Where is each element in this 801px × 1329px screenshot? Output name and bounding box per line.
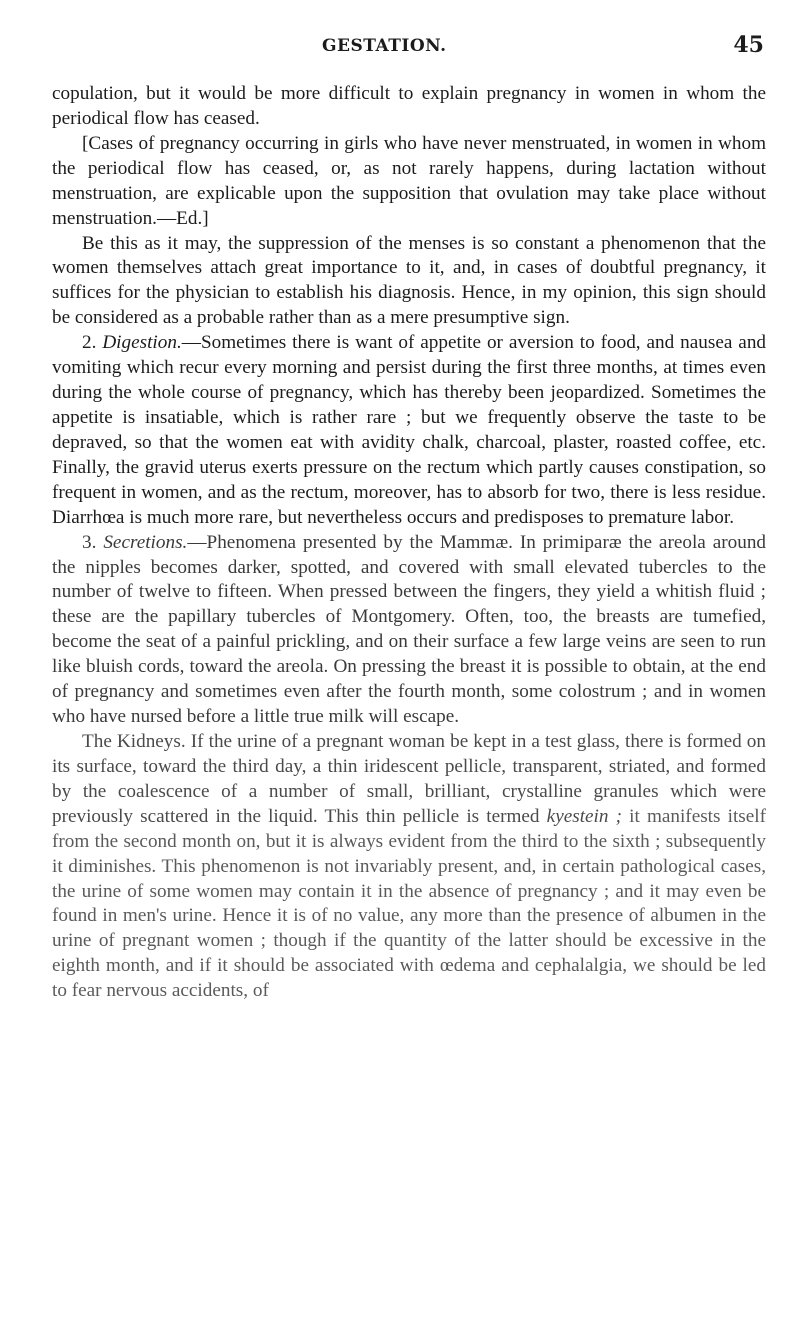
- paragraph-kidneys-text-a: The Kidneys. If the urine of a pregnant woman be kept in a test glass, there is formed on its surface, toward the third day, a thin iridescent pellicle, transparent, striated, and formed by the coalescence of a number of small, brilliant, crystalline granules which were previously scattered in the liquid. This thin pellicle is termed: [52, 730, 766, 827]
- paragraph-continuation: copulation, but it would be more difficult to explain pregnancy in women in whom the periodical flow has ceased.: [52, 83, 766, 129]
- book-page: [52, 32, 767, 1002]
- paragraph-secretions-text: —Phenomena presented by the Mammæ. In primiparæ the areola around the nipples becomes darker, spotted, and covered with small elevated tubercles to the number of twelve to fifteen. When pressed between the fingers, they yield a whitish fluid ; these are the papillary tubercles of Montgomery. Often, too, the breasts are tumefied, become the seat of a painful prickling, and on their surface a few large veins are seen to run like bluish cords, toward the areola. On pressing the breast it is possible to obtain, at the end of pregnancy and sometimes even after the fourth month, some colostrum ; and in women who have nursed before a little true milk will escape.: [52, 531, 767, 728]
- page-number: 45: [733, 32, 764, 58]
- paragraph-editor-note: [Cases of pregnancy occurring in girls who have never menstruated, in women in whom the periodical flow has ceased, or, as not rarely happens, during lactation without menstruation, are explicable upon the supposition that ovulation may take place without menstruation.—Ed.]: [52, 132, 766, 229]
- section-heading-secretions: Secretions.: [103, 531, 188, 553]
- paragraph-kidneys-text-b: it manifests itself from the second month on, but it is always evident from the third to the sixth ; subsequently it diminishes. This phenomenon is not invariably present, and, in certain pathological cases, the urine of some women may contain it in the absence of pregnancy ; and it may even be found in men's urine. Hence it is of no value, any more than the presence of albumen in the urine of pregnant women ; though if the quantity of the latter should be excessive in the eighth month, and if it should be associated with œdema and cephalalgia, we should be led to fear nervous accidents, of: [52, 805, 766, 1002]
- running-head: GESTATION.: [322, 36, 447, 56]
- paragraph-secretions: [52, 531, 766, 730]
- paragraph-digestion-text: —Sometimes there is want of appetite or aversion to food, and nausea and vomiting which recur every morning and persist during the first three months, at times even during the whole course of pregnancy, which has thereby been jeopardized. Sometimes the appetite is insatiable, which is rather rare ; but we frequently observe the taste to be depraved, so that the women eat with avidity chalk, charcoal, plaster, roasted coffee, etc. Finally, the gravid uterus exerts pressure on the rectum which partly causes constipation, so frequent in women, and as the rectum, moreover, has to absorb for two, there is less residue. Diarrhœa is much more rare, but nevertheless occurs and predisposes to premature labor.: [52, 332, 767, 528]
- paragraph-digestion: [52, 331, 766, 530]
- body-text: [52, 82, 766, 1004]
- page-header: [52, 32, 766, 62]
- section-heading-digestion: Digestion.: [102, 332, 182, 354]
- term-kyestein: kyestein ;: [546, 805, 622, 827]
- paragraph-kidneys: [52, 730, 766, 1004]
- paragraph-suppression-of-menses: Be this as it may, the suppression of the menses is so constant a phenomenon that the women themselves attach great importance to it, and, in cases of doubtful pregnancy, it suffices for the physician to establish his diagnosis. Hence, in my opinion, this sign should be considered as a probable rather than as a mere presumptive sign.: [52, 232, 766, 329]
- section-number: 3.: [82, 531, 104, 553]
- section-number: 2.: [82, 332, 103, 354]
